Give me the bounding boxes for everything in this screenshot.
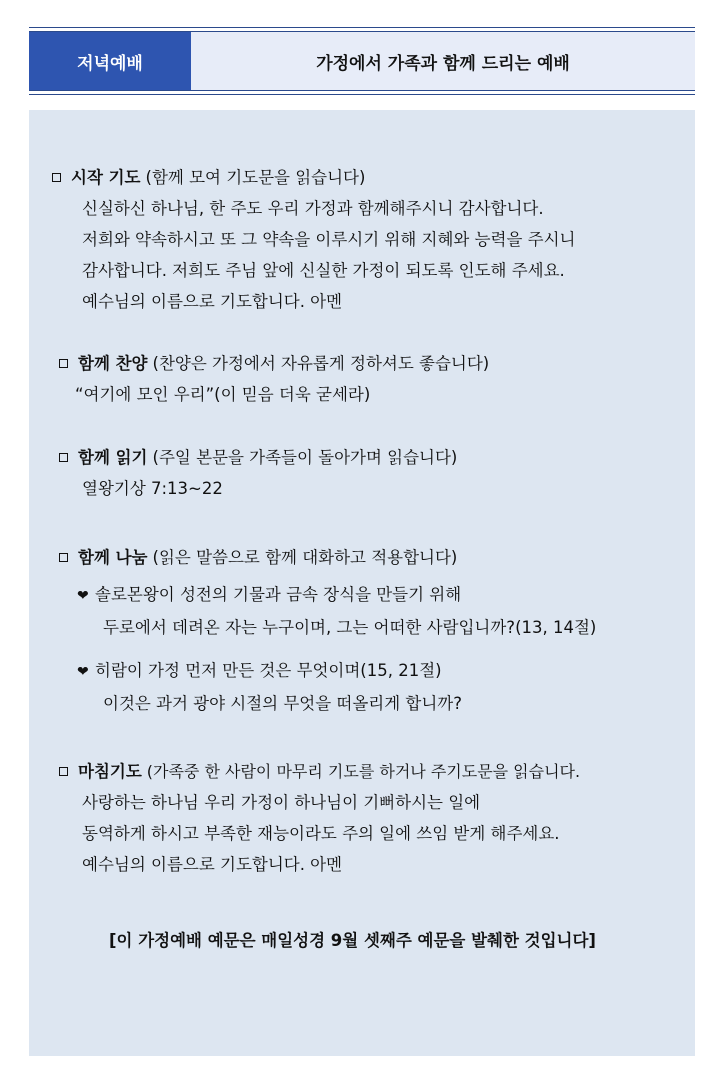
section-description: (함께 모여 기도문을 읽습니다): [145, 168, 366, 187]
question-line: 이것은 과거 광야 시절의 무엇을 떠올리게 합니까?: [103, 694, 463, 713]
checkbox-square-icon: [59, 553, 68, 562]
prayer-line: 예수님의 이름으로 기도합니다. 아멘: [82, 292, 343, 311]
question-2: [59, 655, 695, 719]
heart-icon: ❤: [77, 664, 89, 680]
page-title: 가정에서 가족과 함께 드리는 예배: [191, 32, 695, 90]
section-header: [59, 756, 695, 787]
prayer-line: 사랑하는 하나님 우리 가정이 하나님이 기뻐하시는 일에: [82, 793, 481, 812]
content-panel: [29, 110, 695, 1056]
prayer-line: 저희와 약속하시고 또 그 약속을 이루시기 위해 지혜와 능력을 주시니: [82, 230, 576, 249]
section-title: 함께 찬양: [78, 354, 148, 373]
checkbox-square-icon: [59, 453, 68, 462]
question-1: [59, 579, 695, 643]
footer-note: [이 가정예배 예문은 매일성경 9월 셋째주 예문을 발췌한 것입니다]: [109, 931, 596, 950]
section-sharing: [59, 542, 695, 719]
checkbox-square-icon: [52, 173, 61, 182]
section-header: [52, 162, 695, 193]
section-description: (가족중 한 사람이 마무리 기도를 하거나 주기도문을 읽습니다.: [146, 762, 581, 781]
section-opening-prayer: [52, 162, 695, 317]
question-line: 솔로몬왕이 성전의 기물과 금속 장식을 만들기 위해: [95, 585, 462, 604]
section-title: 시작 기도: [71, 168, 141, 187]
heart-icon: ❤: [77, 588, 89, 604]
service-tag: 저녁예배: [29, 32, 191, 90]
section-header: [59, 542, 695, 573]
question-line: 두로에서 데려온 자는 누구이며, 그는 어떠한 사람입니까?(13, 14절): [103, 618, 597, 637]
header-inner: [29, 31, 695, 91]
checkbox-square-icon: [59, 767, 68, 776]
section-closing-prayer: [59, 756, 695, 880]
scripture-reference: 열왕기상 7:13~22: [82, 479, 223, 498]
question-line: 히람이 가정 먼저 만든 것은 무엇이며(15, 21절): [95, 661, 442, 680]
section-header: [59, 348, 695, 379]
section-reading: [59, 442, 695, 504]
section-header: [59, 442, 695, 473]
section-description: (주일 본문을 가족들이 돌아가며 읽습니다): [152, 448, 458, 467]
prayer-line: 신실하신 하나님, 한 주도 우리 가정과 함께해주시니 감사합니다.: [82, 199, 544, 218]
section-title: 함께 나눔: [78, 548, 148, 567]
header: [29, 27, 695, 95]
checkbox-square-icon: [59, 359, 68, 368]
prayer-line: 예수님의 이름으로 기도합니다. 아멘: [82, 855, 343, 874]
prayer-line: 동역하게 하시고 부족한 재능이라도 주의 일에 쓰임 받게 해주세요.: [82, 824, 560, 843]
section-title: 함께 읽기: [78, 448, 148, 467]
prayer-line: 감사합니다. 저희도 주님 앞에 신실한 가정이 되도록 인도해 주세요.: [82, 261, 565, 280]
hymn-line: “여기에 모인 우리”(이 믿음 더욱 굳세라): [75, 385, 371, 404]
section-title: 마침기도: [78, 762, 142, 781]
section-description: (찬양은 가정에서 자유롭게 정하셔도 좋습니다): [152, 354, 490, 373]
section-description: (읽은 말씀으로 함께 대화하고 적용합니다): [152, 548, 458, 567]
section-praise: [59, 348, 695, 410]
